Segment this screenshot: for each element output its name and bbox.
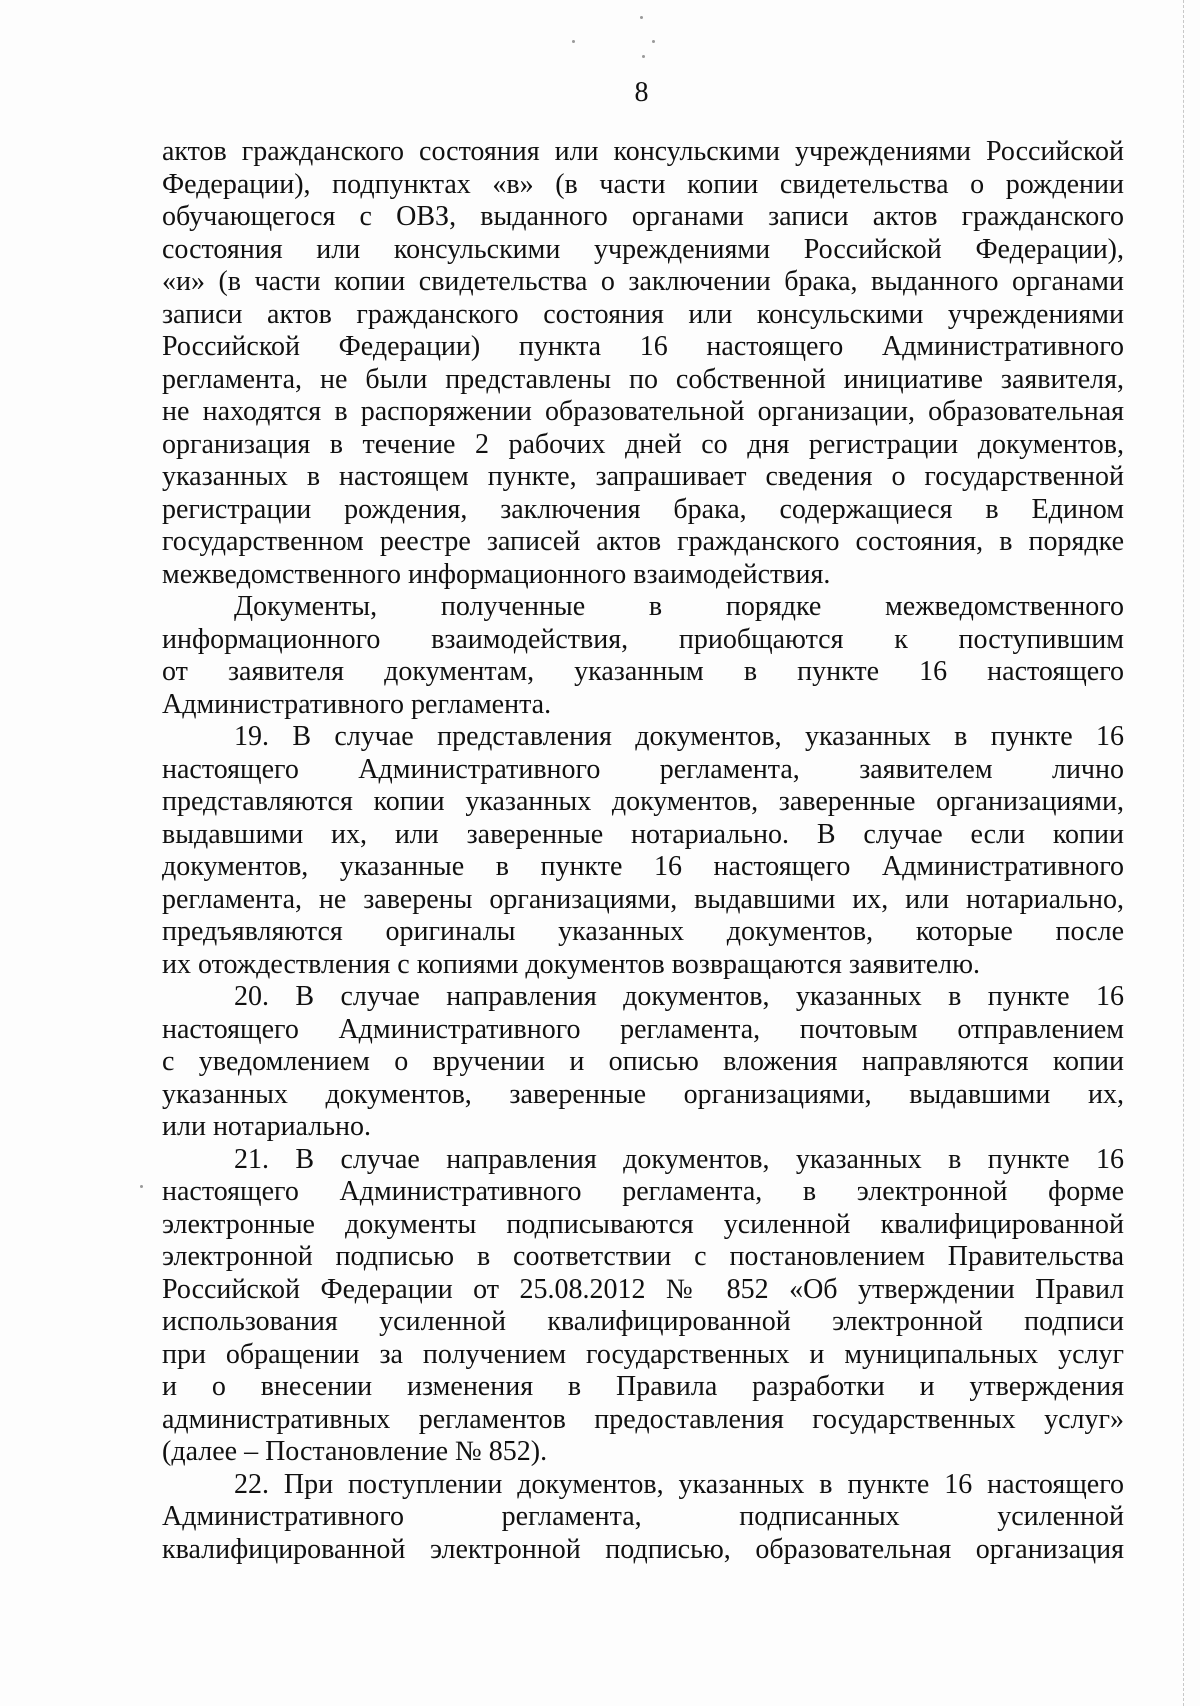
page-number: 8 (634, 77, 649, 108)
text-line: от заявителя документам, указанным в пункте 16 настоящего (162, 656, 1124, 687)
scan-speck (642, 55, 645, 58)
text-line: с уведомлением о вручении и описью вложения направляются копии (162, 1046, 1124, 1077)
text-line: регламента, не были представлены по собственной инициативе заявителя, (162, 363, 1124, 395)
text-line: при обращении за получением государственных и муниципальных услуг (162, 1338, 1124, 1370)
text-line: записи актов гражданского состояния или консульскими учреждениями (162, 298, 1124, 330)
text-line: настоящего Административного регламента, почтовым отправлением (162, 1013, 1124, 1045)
scan-speck (572, 40, 575, 43)
text-line: настоящего Административного регламента, заявителем лично (162, 753, 1124, 785)
text-line: 21. В случае направления документов, указанных в пункте 16 (234, 1143, 1124, 1175)
text-line: состояния или консульскими учреждениями Российской Федерации), (162, 233, 1124, 265)
text-line: организация в течение 2 рабочих дней со дня регистрации документов, (162, 428, 1124, 460)
text-line: обучающегося с ОВЗ, выданного органами записи актов гражданского (162, 201, 1124, 232)
text-line: указанных документов, заверенные организациями, выдавшими их, (162, 1078, 1124, 1110)
text-line: регистрации рождения, заключения брака, содержащиеся в Едином (162, 493, 1124, 525)
text-line: (далее – Постановление № 852). (162, 1436, 548, 1467)
text-line: информационного взаимодействия, приобщаются к поступившим (162, 623, 1124, 655)
text-line: Документы, полученные в порядке межведомственного (234, 591, 1124, 622)
text-line: или нотариально. (162, 1111, 371, 1142)
text-line: выдавшими их, или заверенные нотариально. В случае если копии (162, 818, 1124, 850)
text-line: регламента, не заверены организациями, выдавшими их, или нотариально, (162, 883, 1124, 915)
text-line: указанных в настоящем пункте, запрашивает сведения о государственной (162, 461, 1124, 492)
text-line: административных регламентов предоставления государственных услуг» (162, 1403, 1124, 1435)
text-line: представляются копии указанных документов, заверенные организациями, (162, 786, 1124, 817)
text-line: настоящего Административного регламента, в электронной форме (162, 1176, 1124, 1207)
text-line: документов, указанные в пункте 16 настоящего Административного (162, 851, 1124, 882)
scan-speck (640, 16, 643, 19)
text-line: не находятся в распоряжении образовательной организации, образовательная (162, 396, 1124, 427)
document-body (162, 136, 1124, 1566)
scan-speck (652, 40, 655, 43)
text-line: 22. При поступлении документов, указанных в пункте 16 настоящего (234, 1468, 1124, 1500)
text-line: использования усиленной квалифицированной электронной подписи (162, 1306, 1124, 1337)
scan-edge-line (1183, 0, 1184, 1706)
text-line: Федерации), подпунктах «в» (в части копии свидетельства о рождении (162, 168, 1124, 200)
text-line: Административного регламента. (162, 688, 552, 720)
text-line: 19. В случае представления документов, указанных в пункте 16 (234, 721, 1124, 752)
text-line: предъявляются оригиналы указанных документов, которые после (162, 916, 1124, 947)
text-line: актов гражданского состояния или консульскими учреждениями Российской (162, 136, 1124, 167)
text-line: и о внесении изменения в Правила разработки и утверждения (162, 1371, 1124, 1402)
text-line: Российской Федерации от 25.08.2012 № 852 «Об утверждении Правил (162, 1273, 1124, 1305)
text-line: электронной подписью в соответствии с постановлением Правительства (162, 1241, 1124, 1272)
text-line: «и» (в части копии свидетельства о заключении брака, выданного органами (162, 266, 1124, 297)
text-line: Административного регламента, подписанных усиленной (162, 1501, 1124, 1532)
text-line: межведомственного информационного взаимодействия. (162, 558, 831, 590)
text-line: электронные документы подписываются усиленной квалифицированной (162, 1208, 1124, 1240)
text-line: квалифицированной электронной подписью, образовательная организация (162, 1533, 1124, 1565)
text-line: государственном реестре записей актов гражданского состояния, в порядке (162, 526, 1124, 557)
text-line: 20. В случае направления документов, указанных в пункте 16 (234, 981, 1124, 1012)
text-line: их отождествления с копиями документов возвращаются заявителю. (162, 948, 981, 980)
scan-speck (140, 1185, 143, 1188)
text-line: Российской Федерации) пункта 16 настоящего Административного (162, 331, 1124, 362)
